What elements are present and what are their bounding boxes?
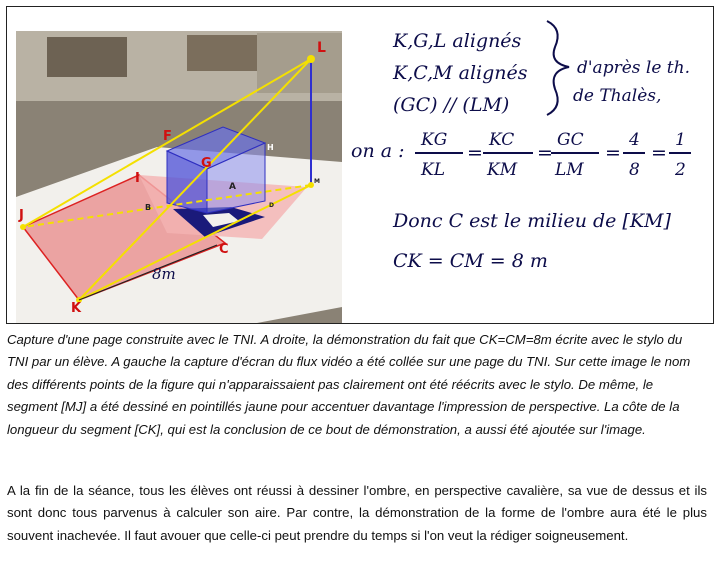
fraction-kc-km xyxy=(483,130,533,180)
svg-text:4: 4 xyxy=(629,130,640,150)
svg-text:1: 1 xyxy=(675,130,686,150)
figure-capture xyxy=(6,6,714,324)
label-D: D xyxy=(269,202,274,209)
label-cote-8m: 8m xyxy=(152,265,176,283)
label-L: L xyxy=(317,40,326,56)
svg-text:LM: LM xyxy=(555,160,584,180)
classroom-photo xyxy=(16,31,342,323)
label-H: H xyxy=(267,143,274,152)
hw-line3: (GC) // (LM) xyxy=(393,94,510,116)
label-J: J xyxy=(19,208,24,223)
hw-line3-right: de Thalès, xyxy=(573,86,662,106)
svg-text:2: 2 xyxy=(675,160,686,180)
svg-text:KL: KL xyxy=(421,160,445,180)
label-F: F xyxy=(163,129,172,144)
fraction-gc-lm xyxy=(551,130,599,180)
fraction-kg-kl xyxy=(415,130,463,180)
equals-4: = xyxy=(651,142,667,164)
fraction-4-8 xyxy=(623,130,645,180)
label-C: C xyxy=(219,242,229,257)
label-I: I xyxy=(135,171,140,186)
equals-3: = xyxy=(605,142,621,164)
label-A: A xyxy=(229,182,236,192)
svg-text:KG: KG xyxy=(421,130,448,150)
hw-conclusion: Donc C est le milieu de [KM] xyxy=(393,210,671,232)
fraction-1-2 xyxy=(669,130,691,180)
body-paragraph: A la fin de la séance, tous les élèves ont réussi à dessiner l'ombre, en perspective cavalière, sa vue de dessus et ils sont donc tous parvenus à calculer son aire. Par contre, la démonstration de la forme de l'ombre aura été le plus souvent inachevée. Il faut avouer que celle-ci peut prendre du temps si l'on veut la rédiger soigneusement. xyxy=(7,483,707,543)
label-B: B xyxy=(145,203,152,212)
label-M: M xyxy=(314,178,320,185)
svg-text:KM: KM xyxy=(487,160,518,180)
equals-2: = xyxy=(537,142,553,164)
label-K: K xyxy=(71,301,82,316)
label-G: G xyxy=(201,156,212,171)
figure-caption: Capture d'une page construite avec le TNI. A droite, la démonstration du fait que CK=CM=8m écrite avec le stylo du TNI par un élève. A gauche la capture d'écran du flux vidéo a été collée sur une page du TNI. Sur cette image le nom des différents points de la figure qui n'apparaissaient pas clairement ont été réécrits avec le stylo. De même, le segment [MJ] a été dessiné en pointillés jaune pour accentuer davantage l'impression de perspective. La côte de la longueur du segment [CK], qui est la conclusion de ce bout de démonstration, a aussi été ajoutée sur l'image. xyxy=(7,332,691,437)
figure-svg xyxy=(7,7,713,323)
svg-text:GC: GC xyxy=(557,130,584,150)
svg-text:KC: KC xyxy=(489,130,515,150)
handwritten-demo xyxy=(351,21,691,272)
hw-line2-right: d'après le th. xyxy=(577,58,690,78)
hw-line1: K,G,L alignés xyxy=(393,30,522,52)
hw-result: CK = CM = 8 m xyxy=(393,250,548,272)
hw-line2: K,C,M alignés xyxy=(393,62,528,84)
svg-text:8: 8 xyxy=(629,160,640,180)
brace-icon xyxy=(547,21,569,115)
hw-ona: on a : xyxy=(351,140,405,162)
equals-1: = xyxy=(467,142,483,164)
